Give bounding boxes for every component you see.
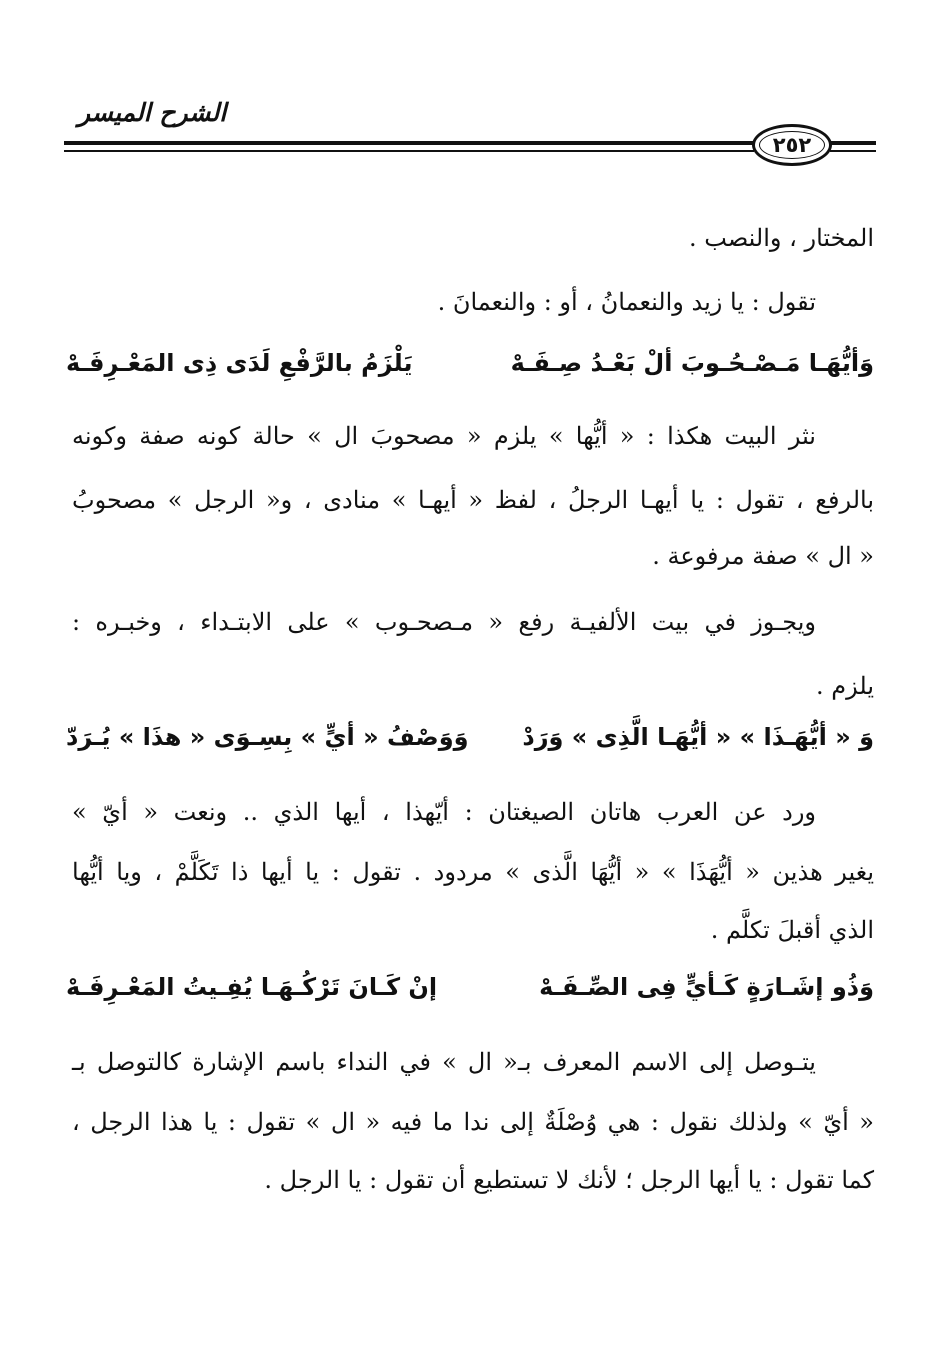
text-line: « أيّ » ولذلك نقول : هي وُصْلَةٌ إلى ندا ما فيه « ال » تقول : يا هذا الرجل ، bbox=[72, 1108, 874, 1136]
page-number: ٢٥٢ bbox=[772, 132, 812, 157]
running-title: الشرح الميسر bbox=[78, 98, 227, 127]
text-line: يغير هذين « أيُّهَذَا » « أيُّهَا الَّذى » مردود . تقول : يا أيها ذا تَكَلَّمْ ، ويا أيُّها bbox=[72, 858, 874, 886]
text-line: ويجـوز في بيت الألفيـة رفع « مـصحـوب » على الابتـداء ، وخبـره : bbox=[72, 608, 816, 636]
text-line: بالرفع ، تقول : يا أيهـا الرجلُ ، لفظ « أيهـا » منادى ، و« الرجل » مصحوبُ bbox=[72, 486, 874, 514]
verse-first-hemistich: وَأيُّهَـا مَـصْـحُـوبَ ألْ بَعْـدُ صِـفَـهْ bbox=[510, 349, 874, 377]
text-line: « ال » صفة مرفوعة . bbox=[652, 542, 874, 570]
text-line: كما تقول : يا أيها الرجل ؛ لأنك لا تستطيع أن تقول : يا الرجل . bbox=[264, 1166, 874, 1194]
text-line: تقول : يا زيد والنعمانُ ، أو : والنعمانَ . bbox=[437, 288, 816, 316]
header-rule-thin-right bbox=[830, 150, 876, 152]
text-line: يتـوصل إلى الاسم المعرف بـ« ال » في النداء باسم الإشارة كالتوصل بـ bbox=[72, 1048, 816, 1076]
text-line: الذي أقبلَ تكلَّم . bbox=[710, 916, 874, 944]
header-rule-thin bbox=[64, 150, 754, 152]
verse-second-hemistich: إنْ كَـانَ تَرْكُـهَـا يُفِـيتُ المَعْـرِفَـهْ bbox=[66, 973, 438, 1001]
text-line: يلزم . bbox=[816, 672, 874, 700]
text-line: ورد عن العرب هاتان الصيغتان : أيّهذا ، أيها الذي .. ونعت « أيّ » bbox=[72, 798, 816, 826]
verse-second-hemistich: يَلْزَمُ بالرَّفْعِ لَدَى ذِى المَعْـرِفَـهْ bbox=[66, 349, 413, 377]
page-number-badge bbox=[752, 124, 832, 166]
header-rule-thick bbox=[64, 141, 754, 145]
text-line: المختار ، والنصب . bbox=[689, 224, 874, 252]
verse-second-hemistich: وَوَصْفُ « أيٍّ » بِسِـوَى « هذَا » يُـرَدّ bbox=[66, 723, 469, 751]
verse-first-hemistich: وَذُو إشَـارَةٍ كَـأيٍّ فِى الصِّـفَـهْ bbox=[539, 973, 874, 1001]
header-rule-thick-right bbox=[830, 141, 876, 145]
verse-first-hemistich: وَ « أيُّهَـذَا » « أيُّهَـا الَّذِى » وَرَدْ bbox=[522, 723, 874, 751]
text-line: نثر البيت هكذا : « أيُّها » يلزم « مصحوبَ ال » حالة كونه صفة وكونه bbox=[72, 422, 816, 450]
